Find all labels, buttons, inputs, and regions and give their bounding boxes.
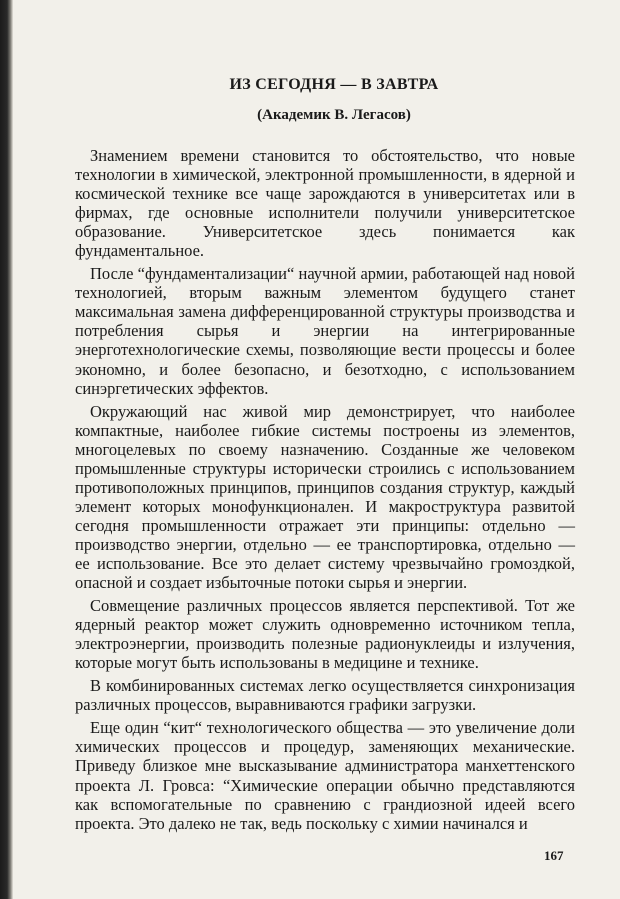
body-text <box>75 146 575 837</box>
paragraph: После “фундаментализации“ научной армии, работающей над новой технологией, вторым важным элементом будущего станет максимальная замена дифференцированной структуры производства и потребления сырья и энергии на интегрированные энерготехнологические схемы, позволяющие вести процессы и более экономно, и более безопасно, и безотходно, с использованием синэргетических эффектов. <box>75 264 575 398</box>
paragraph: В комбинированных системах легко осуществляется синхронизация различных процессов, выравниваются графики загрузки. <box>75 676 575 715</box>
book-spine-shadow <box>0 0 13 899</box>
chapter-subtitle: (Академик В. Легасов) <box>257 107 411 123</box>
paragraph: Окружающий нас живой мир демонстрирует, что наиболее компактные, наиболее гибкие системы построены из элементов, многоцелевых по своему назначению. Созданные же человеком промышленные структуры исторически строились с использованием противоположных принципов, принципов создания структур, каждый элемент которых монофункционален. И макроструктура развитой сегодня промышленности отражает эти принципы: отдельно — производство энергии, отдельно — ее транспортировка, отдельно — ее использование. Все это делает систему чрезвычайно громоздкой, опасной и создает избыточные потоки сырья и энергии. <box>75 401 575 593</box>
book-page <box>13 0 620 899</box>
paragraph: Совмещение различных процессов является перспективой. Тот же ядерный реактор может служить одновременно источником тепла, электроэнергии, производить полезные радионуклеиды и излучения, которые могут быть использованы в медицине и технике. <box>75 596 575 673</box>
paragraph: Знамением времени становится то обстоятельство, что новые технологии в химической, электронной промышленности, в ядерной и космической технике все чаще зарождаются в университетах или в фирмах, где основные исполнители получили университетское образование. Университетское здесь понимается как фундаментальное. <box>75 146 575 261</box>
paragraph: Еще один “кит“ технологического общества — это увеличение доли химических процессов и процедур, заменяющих механические. Приведу близкое мне высказывание администратора манхеттенского проекта Л. Гровса: “Химические операции обычно представляются как вспомогательные по сравнению с грандиозной идеей всего проекта. Это далеко не так, ведь поскольку с химии начинался и <box>75 718 575 833</box>
chapter-title: ИЗ СЕГОДНЯ — В ЗАВТРА <box>229 76 439 93</box>
page-number: 167 <box>544 848 564 863</box>
